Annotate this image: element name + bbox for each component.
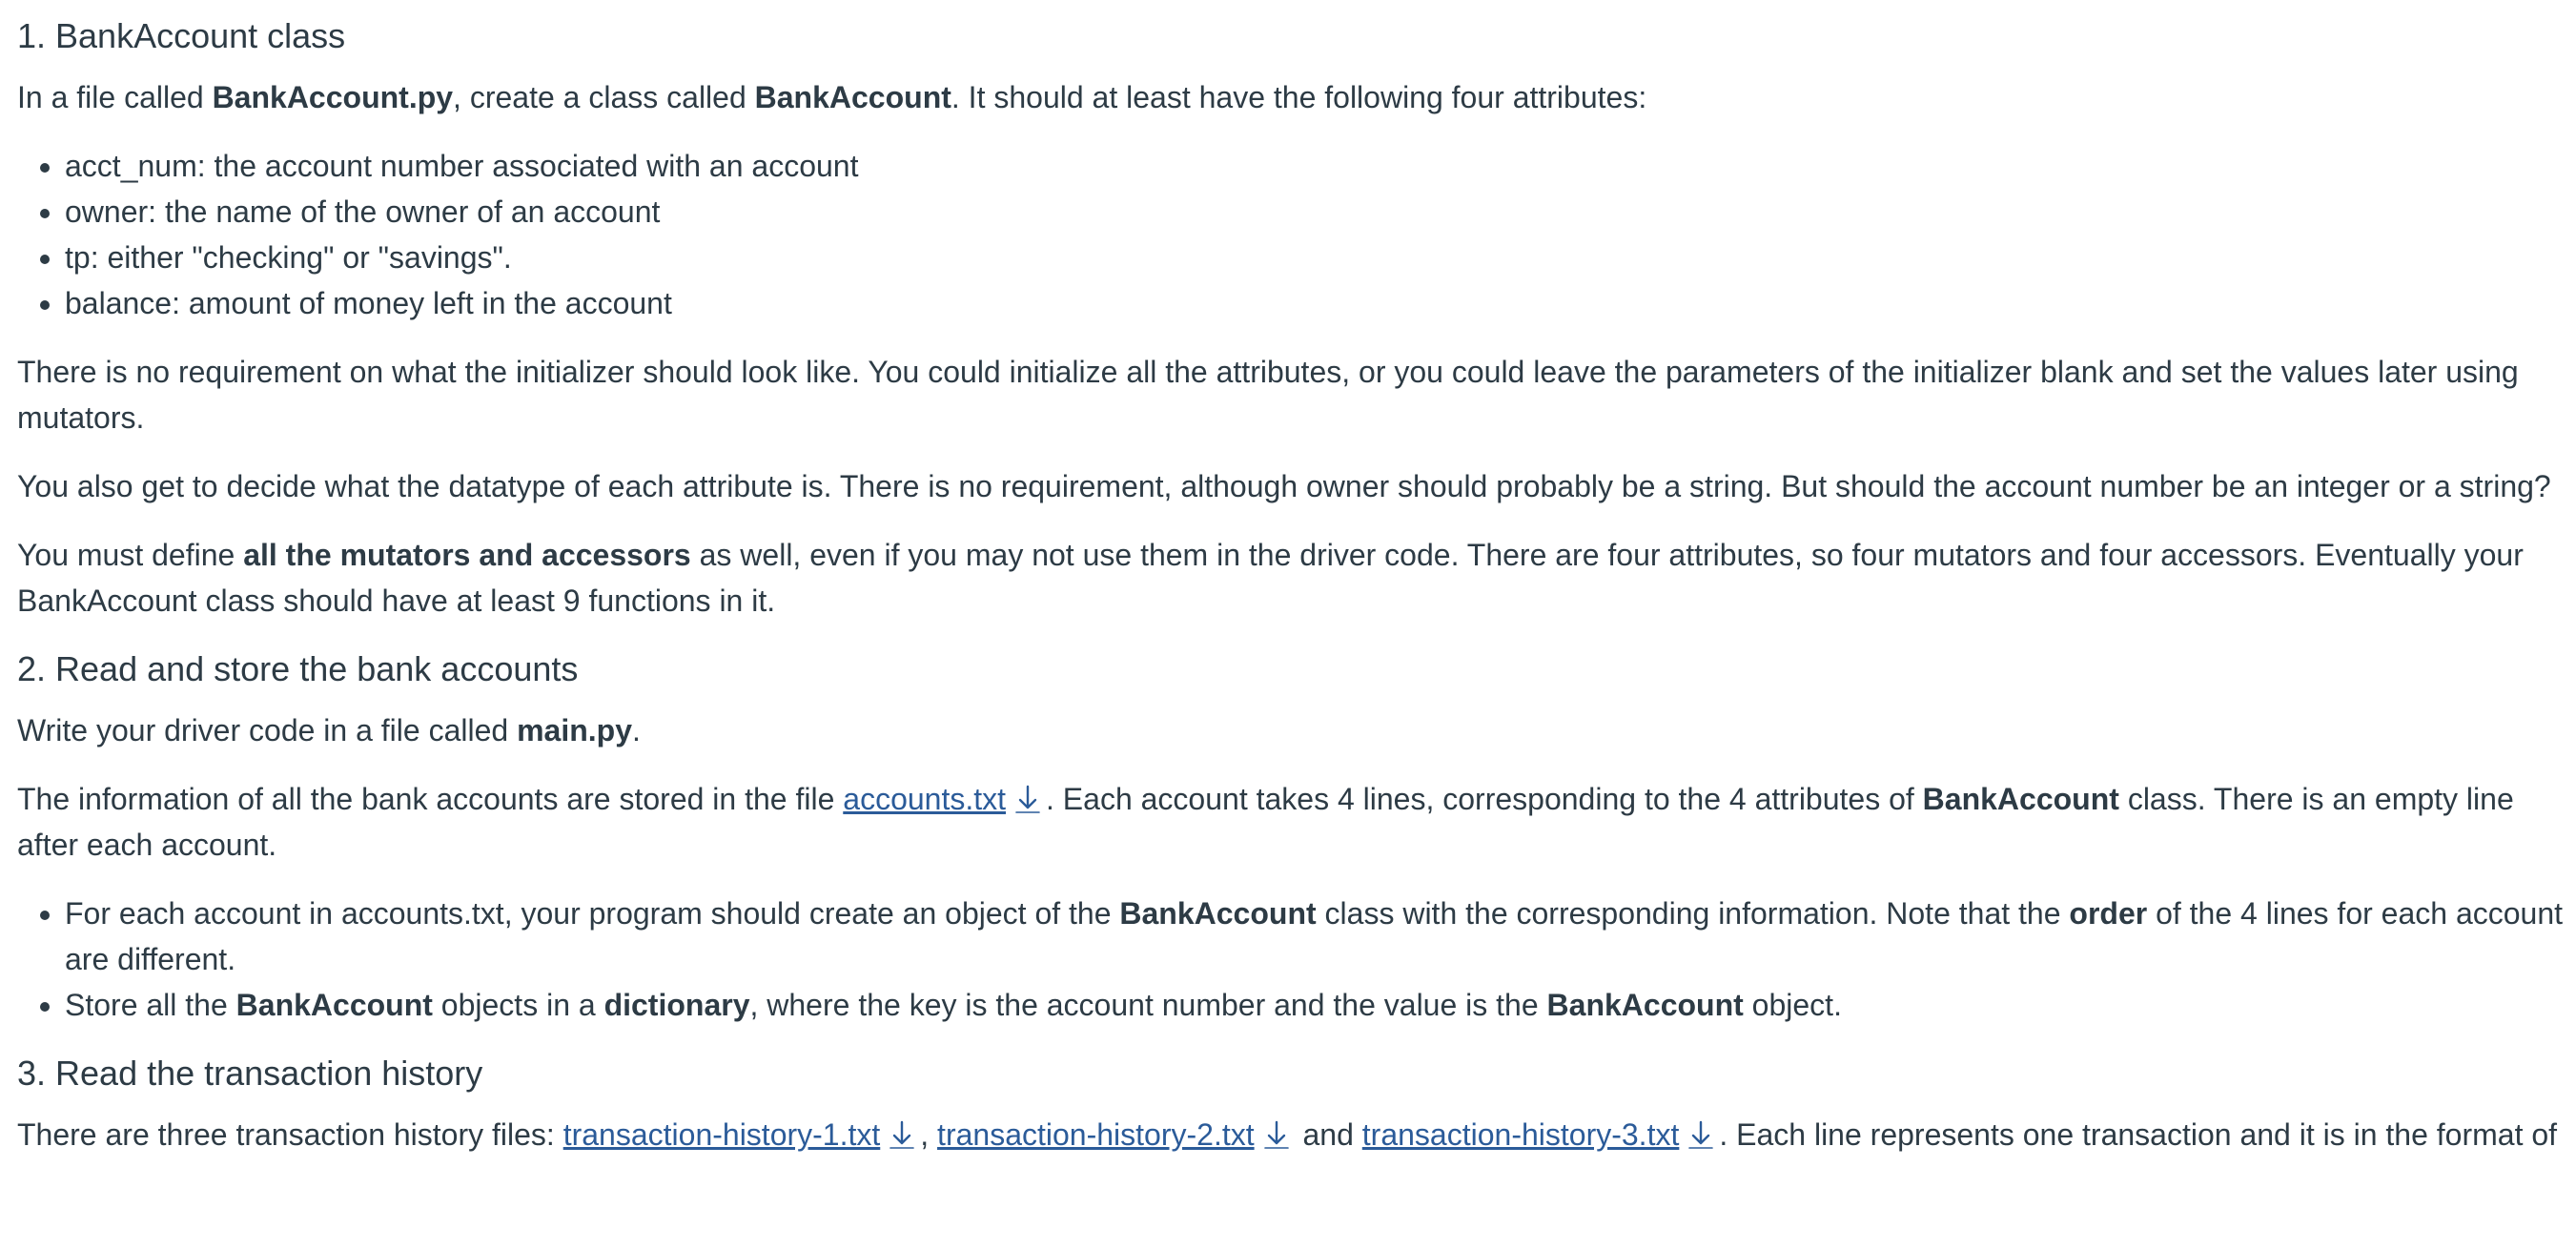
download-icon[interactable] bbox=[888, 1117, 916, 1150]
transaction-history-3-link[interactable]: transaction-history-3.txt bbox=[1361, 1117, 1680, 1152]
list-item: • acct_num: the account number associated with an account bbox=[65, 143, 2563, 189]
intro-paragraph: In a file called BankAccount.py, create a class called BankAccount. It should at least have the following four attributes: bbox=[17, 80, 1647, 114]
driver-paragraph: Write your driver code in a file called main.py. bbox=[17, 713, 641, 747]
transaction-files-paragraph: There are three transaction history files: transaction-history-1.txt , transaction-history-2.txt and transaction-history-3.txt . Each line represents one transaction and it is in the format of bbox=[17, 1117, 2558, 1152]
class-name-bankaccount: BankAccount bbox=[754, 80, 951, 114]
download-icon[interactable] bbox=[1262, 1117, 1291, 1150]
download-icon[interactable] bbox=[1013, 782, 1042, 814]
section-heading-read-store-accounts: 2. Read and store the bank accounts bbox=[17, 649, 579, 688]
datatype-paragraph: You also get to decide what the datatype of each attribute is. There is no requirement, although owner should probably be a string. But should the account number be an integer or a string? bbox=[17, 469, 2551, 503]
list-item: • owner: the name of the owner of an account bbox=[65, 189, 2563, 235]
filename-main-py: main.py bbox=[517, 713, 632, 747]
transaction-history-1-link[interactable]: transaction-history-1.txt bbox=[562, 1117, 881, 1152]
account-instructions-list bbox=[17, 891, 2563, 1028]
accounts-info-paragraph: The information of all the bank accounts are stored in the file accounts.txt . Each account takes 4 lines, corresponding to the 4 attributes of BankAccount class. There is an empty line after each account. bbox=[17, 782, 2514, 862]
accounts-txt-link[interactable]: accounts.txt bbox=[843, 782, 1007, 816]
mutators-paragraph: You must define all the mutators and accessors as well, even if you may not use them in the driver code. There are four attributes, so four mutators and four accessors. Eventually your BankAccount class should have at least 9 functions in it. bbox=[17, 538, 2524, 618]
list-item: • balance: amount of money left in the account bbox=[65, 280, 2563, 326]
section-heading-transaction-history: 3. Read the transaction history bbox=[17, 1054, 483, 1093]
transaction-history-2-link[interactable]: transaction-history-2.txt bbox=[937, 1117, 1255, 1152]
list-item: • For each account in accounts.txt, your program should create an object of the BankAccount class with the corresponding information. Note that the order of the 4 lines for each account are different. bbox=[65, 891, 2563, 982]
section-heading-bankaccount-class: 1. BankAccount class bbox=[17, 16, 346, 55]
assignment-content bbox=[0, 13, 2563, 1157]
attribute-list bbox=[17, 143, 2563, 326]
initializer-paragraph: There is no requirement on what the initializer should look like. You could initialize all the attributes, or you could leave the parameters of the initializer blank and set the values later using mutators. bbox=[17, 355, 2519, 435]
filename-bankaccount-py: BankAccount.py bbox=[212, 80, 454, 114]
list-item: • Store all the BankAccount objects in a dictionary, where the key is the account number and the value is the BankAccount object. bbox=[65, 982, 2563, 1028]
list-item: • tp: either "checking" or "savings". bbox=[65, 235, 2563, 280]
download-icon[interactable] bbox=[1687, 1117, 1715, 1150]
